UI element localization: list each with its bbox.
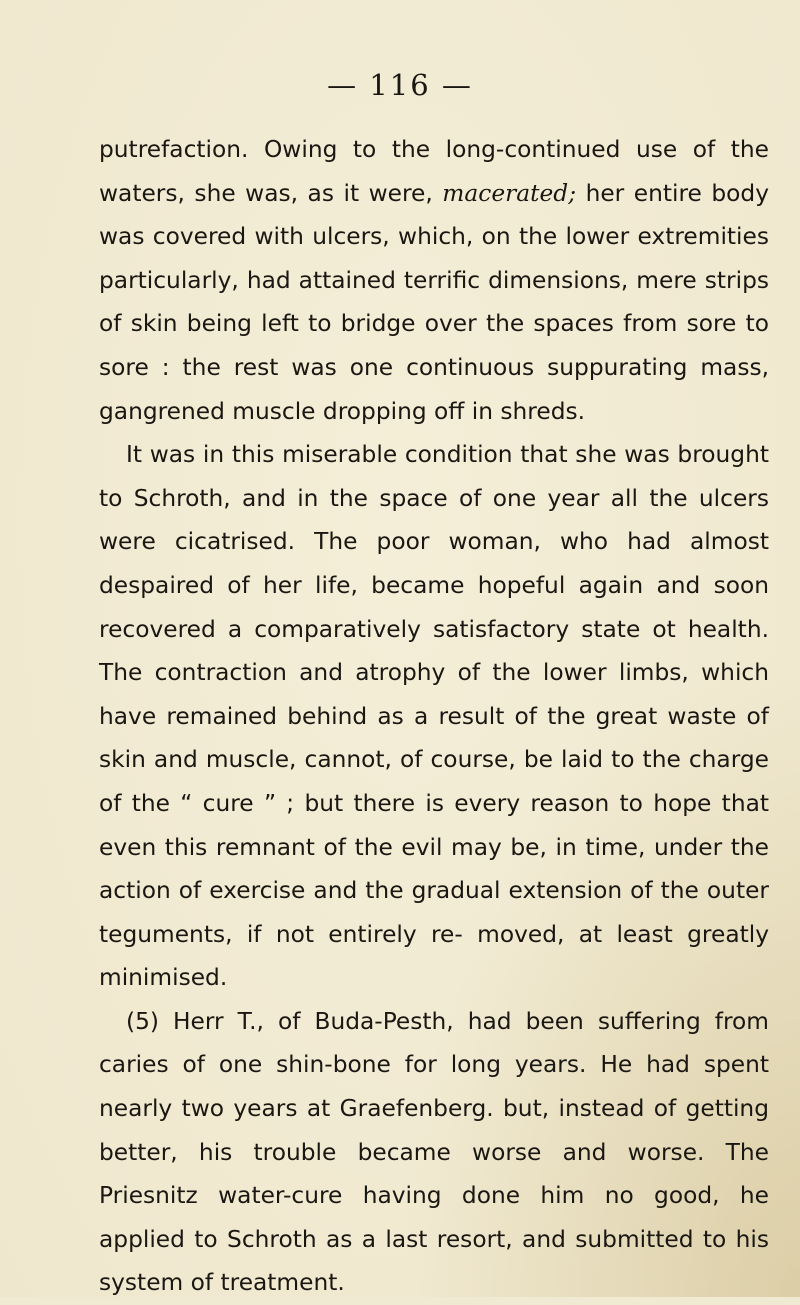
paragraph-1-text-end: her entire body was covered with ulcers, which, on the lower extremities particularly, had attained terrific dimensions, mere strips of skin being left to bridge over the spaces from sore to sore : the rest was one continuous suppurating mass, gangrened muscle dropping off in shreds. xyxy=(99,179,769,425)
body-text xyxy=(99,128,769,1305)
paragraph-case-5: (5) Herr T., of Buda-Pesth, had been suffering from caries of one shin-bone for long years. He had spent nearly two years at Graefenberg. but, instead of getting better, his trouble became worse and worse. The Priesnitz water-cure having done him no good, he applied to Schroth as a last resort, and submitted to his system of treatment. xyxy=(99,1007,769,1297)
paragraph-continued xyxy=(99,128,769,433)
emphasis-macerated: macerated; xyxy=(442,179,577,207)
paragraph-schroth-cure: It was in this miserable condition that she was brought to Schroth, and in the space of one year all the ulcers were cicatrised. The poor woman, who had almost despaired of her life, became hopeful again and soon recovered a comparatively satisfactory state ot health. The contraction and atrophy of the lower limbs, which have remained behind as a result of the great waste of skin and muscle, cannot, of course, be laid to the charge of the “ cure ” ; but there is every reason to hope that even this remnant of the evil may be, in time, under the action of exercise and the gradual extension of the outer teguments, if not entirely re- moved, at least greatly minimised. xyxy=(99,441,769,992)
paragraph-1-text-start: putrefaction. Owing to the long-continued use of the waters, she was, as it were, xyxy=(99,136,769,207)
page-number: — 116 — xyxy=(327,68,473,102)
